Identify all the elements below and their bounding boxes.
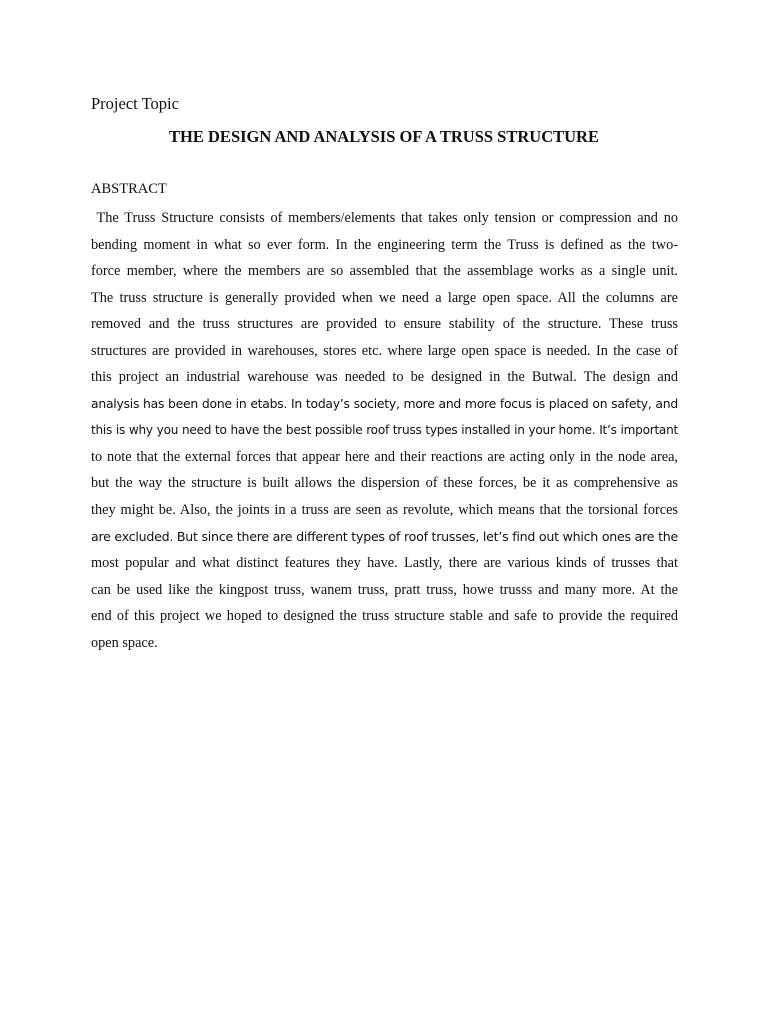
abstract-line: removed and the truss structures are provided to ensure stability of the structure. These truss bbox=[91, 316, 678, 333]
abstract-line: bending moment in what so ever form. In the engineering term the Truss is defined as the two- bbox=[91, 236, 678, 253]
abstract-line: to note that the external forces that appear here and their reactions are acting only in the node area, bbox=[91, 448, 678, 465]
abstract-line: end of this project we hoped to designed the truss structure stable and safe to provide the required bbox=[91, 608, 678, 625]
abstract-line: this project an industrial warehouse was needed to be designed in the Butwal. The design and bbox=[91, 369, 678, 386]
abstract-line: The Truss Structure consists of members/elements that takes only tension or compression and no bbox=[91, 210, 678, 226]
abstract-line: force member, where the members are so assembled that the assemblage works as a single unit. bbox=[91, 263, 678, 280]
project-topic-label: Project Topic bbox=[91, 94, 179, 113]
abstract-paragraph bbox=[91, 205, 678, 656]
abstract-line: analysis has been done in etabs. In today’s society, more and more focus is placed on safety, and bbox=[91, 395, 678, 411]
abstract-line: most popular and what distinct features they have. Lastly, there are various kinds of trusses that bbox=[91, 555, 678, 572]
abstract-line: but the way the structure is built allows the dispersion of these forces, be it as comprehensive as bbox=[91, 475, 678, 492]
abstract-line: they might be. Also, the joints in a truss are seen as revolute, which means that the torsional forces bbox=[91, 502, 678, 519]
abstract-heading: ABSTRACT bbox=[91, 181, 167, 197]
abstract-line: this is why you need to have the best possible roof truss types installed in your home. It’s important bbox=[91, 423, 678, 438]
document-title: THE DESIGN AND ANALYSIS OF A TRUSS STRUCTURE bbox=[169, 127, 599, 146]
abstract-line: are excluded. But since there are different types of roof trusses, let’s find out which ones are the bbox=[91, 528, 678, 544]
abstract-line: can be used like the kingpost truss, wanem truss, pratt truss, howe trusss and many more. At the bbox=[91, 581, 678, 598]
abstract-line: The truss structure is generally provided when we need a large open space. All the columns are bbox=[91, 289, 678, 306]
abstract-line: open space. bbox=[91, 634, 158, 651]
abstract-line: structures are provided in warehouses, stores etc. where large open space is needed. In the case of bbox=[91, 342, 678, 359]
